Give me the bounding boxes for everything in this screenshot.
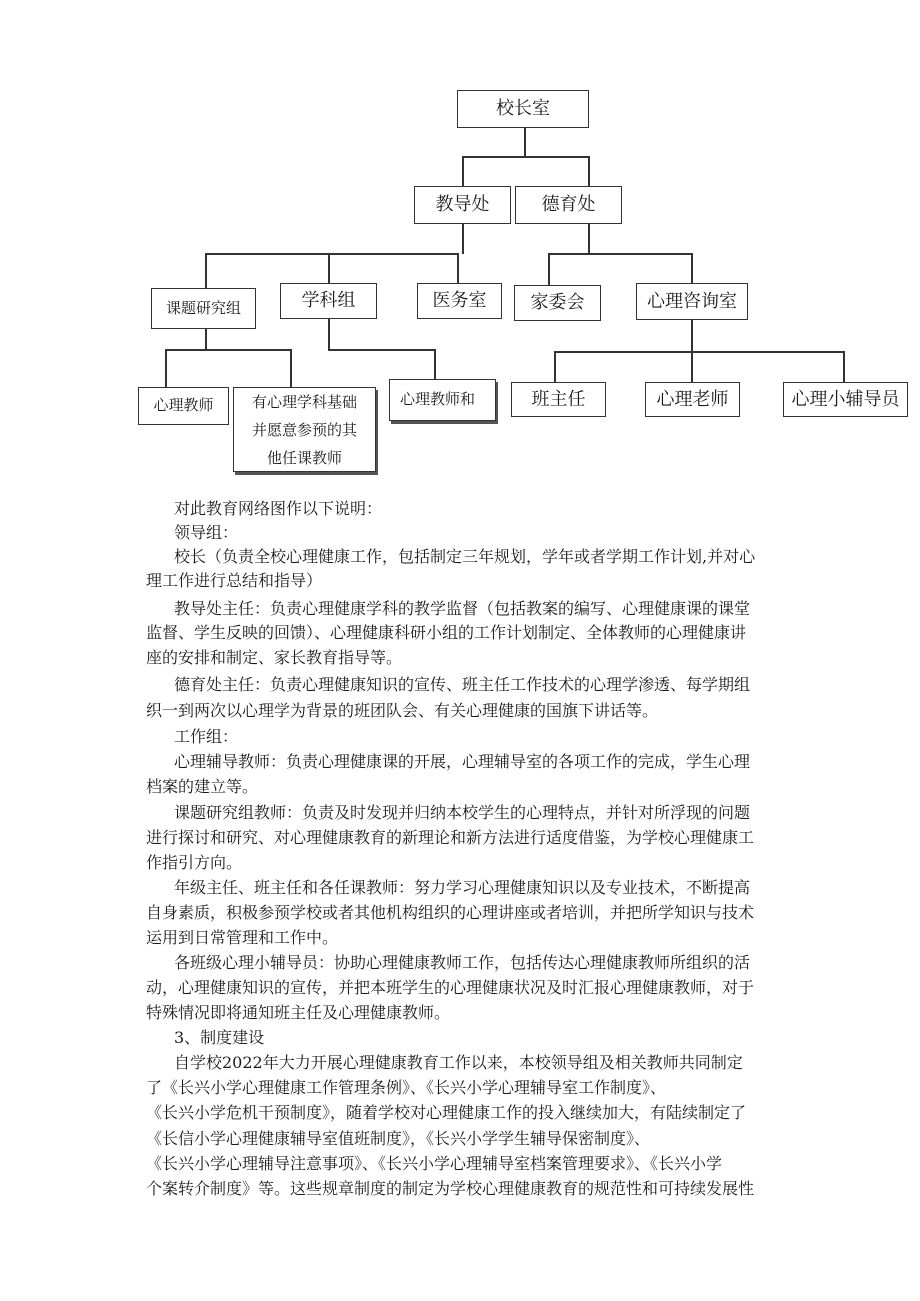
other-teachers-line: 有心理学科基础 [251,392,357,411]
connector [165,349,167,387]
paragraph-line: 了《长兴小学心理健康工作管理条例》、《长兴小学心理辅导室工作制度》、 [146,1078,667,1097]
psych-assistant-box: 心理小辅导员 [783,382,908,417]
psych-teacher-2-box: 心理老师 [645,382,740,417]
connector [588,156,590,187]
paragraph-line: 档案的建立等。 [146,777,259,796]
connector [462,156,464,187]
paragraph-line: 座的安排和制定、家长教育指导等。 [146,648,403,667]
paragraph-line: 《长兴小学心理辅导注意事项》、《长兴小学心理辅导室档案管理要求》、《长兴小学 [146,1154,723,1173]
moral-office-box: 德育处 [515,186,622,224]
research-group-box: 课题研究组 [151,288,256,329]
paragraph-line: 织一到两次以心理学为背景的班团队会、有关心理健康的国旗下讲话等。 [146,701,659,720]
paragraph-line: 作指引方向。 [146,853,243,872]
connector [691,319,693,352]
connector [524,127,526,157]
connector [462,156,590,158]
paragraph-line: 课题研究组教师：负责及时发现并归纳本校学生的心理特点，并针对所浮现的问题 [174,803,751,822]
paragraph-line: 自学校2022年大力开展心理健康教育工作以来，本校领导组及相关教师共同制定 [174,1053,743,1072]
paragraph-line: 教导处主任：负责心理健康学科的教学监督（包括教案的编写、心理健康课的课堂 [174,599,751,618]
connector [290,349,292,387]
paragraph-line: 校长（负责全校心理健康工作，包括制定三年规划，学年或者学期工作计划,并对心 [174,547,756,566]
connector [548,253,550,285]
connector [843,351,845,382]
connector [205,253,459,255]
connector [588,223,590,254]
org-chart [0,0,920,480]
paragraph-line: 心理辅导教师：负责心理健康课的开展，心理辅导室的各项工作的完成，学生心理 [174,752,751,771]
connector [328,349,436,351]
paragraph-line: 德育处主任：负责心理健康知识的宣传、班主任工作技术的心理学渗透、每学期组 [174,675,751,694]
psych-teacher-box: 心理教师 [138,387,229,425]
parent-committee-box: 家委会 [514,285,601,321]
principal-box: 校长室 [457,90,589,128]
connector [205,328,207,350]
psych-teacher-and-box: 心理教师和 [389,379,496,421]
connector [434,349,436,379]
paragraph-line: 特殊情况即将通知班主任及心理健康教师。 [146,1003,451,1022]
connector [165,349,292,351]
other-teachers-line: 他任课教师 [266,448,342,467]
paragraph-line: 进行探讨和研究、对心理健康教育的新理论和新方法进行适度借鉴，为学校心理健康工 [146,828,755,847]
connector [205,253,207,288]
paragraph-line: 理工作进行总结和指导） [146,571,323,590]
connector [328,253,330,283]
paragraph-line: 《长信小学心理健康辅导室值班制度》，《长兴小学学生辅导保密制度》、 [146,1129,651,1148]
other-teachers-box [233,387,376,472]
paragraph-line: 各班级心理小辅导员：协助心理健康教师工作，包括传达心理健康教师所组织的活 [174,953,751,972]
connector [548,253,693,255]
clinic-box: 医务室 [417,283,502,319]
connector [691,253,693,283]
intro-line: 对此教育网络图作以下说明： [174,499,383,518]
section-heading: 3、制度建设 [174,1028,265,1047]
connector [554,351,556,382]
connector [462,223,464,254]
paragraph-line: 动，心理健康知识的宣传，并把本班学生的心理健康状况及时汇报心理健康教师，对于 [146,978,755,997]
paragraph-line: 年级主任、班主任和各任课教师：努力学习心理健康知识以及专业技术，不断提高 [174,878,751,897]
other-teachers-line: 并愿意参预的其 [251,420,357,439]
teaching-office-box: 教导处 [414,186,511,224]
subject-group-box: 学科组 [280,283,377,319]
connector [554,351,845,353]
class-teacher-box: 班主任 [511,382,606,417]
paragraph-line: 监督、学生反映的回馈）、心理健康科研小组的工作计划制定、全体教师的心理健康讲 [146,623,747,642]
connector [691,351,693,382]
section-heading: 领导组： [174,523,239,542]
paragraph-line: 个案转介制度》等。这些规章制度的制定为学校心理健康教育的规范性和可持续发展性 [146,1179,755,1198]
section-heading: 工作组： [174,727,239,746]
connector [457,253,459,283]
counseling-room-box: 心理咨询室 [636,283,748,320]
paragraph-line: 《长兴小学危机干预制度》，随着学校对心理健康工作的投入继续加大，有陆续制定了 [146,1103,747,1122]
paragraph-line: 运用到日常管理和工作中。 [146,928,339,947]
connector [328,318,330,350]
paragraph-line: 自身素质，积极参预学校或者其他机构组织的心理讲座或者培训，并把所学知识与技术 [146,903,755,922]
